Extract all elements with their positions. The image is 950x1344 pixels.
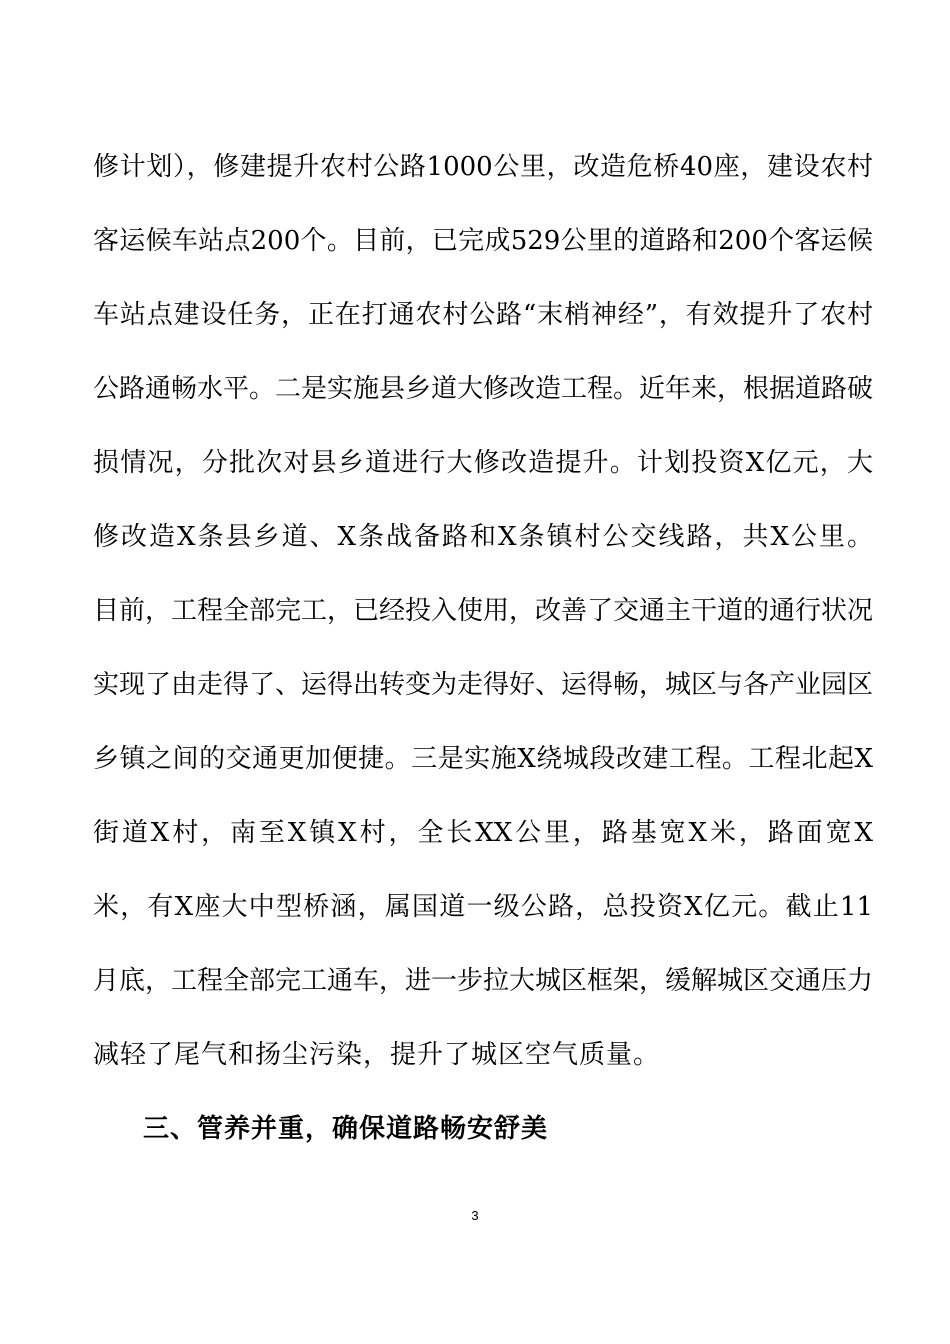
- paragraph-line: 乡镇之间的交通更加便捷。三是实施X绕城段改建工程。工程北起X: [93, 744, 873, 774]
- section-heading: 三、管养并重，确保道路畅安舒美: [143, 1114, 549, 1144]
- paragraph-line: 修改造X条县乡道、X条战备路和X条镇村公交线路，共X公里。: [93, 522, 873, 552]
- document-body: [93, 130, 873, 1166]
- paragraph-line: 月底，工程全部完工通车，进一步拉大城区框架，缓解城区交通压力: [93, 966, 874, 996]
- paragraph-line: 街道X村，南至X镇X村，全长XX公里，路基宽X米，路面宽X: [93, 818, 873, 848]
- paragraph-line: 目前，工程全部完工，已经投入使用，改善了交通主干道的通行状况: [93, 596, 874, 626]
- paragraph-line: 客运候车站点200个。目前，已完成529公里的道路和200个客运候: [93, 226, 873, 256]
- paragraph-line: 减轻了尾气和扬尘污染，提升了城区空气质量。: [93, 1040, 661, 1070]
- page-number: 3: [471, 1208, 479, 1223]
- paragraph-line: 米，有X座大中型桥涵，属国道一级公路，总投资X亿元。截止11: [93, 892, 873, 922]
- paragraph-line: 损情况，分批次对县乡道进行大修改造提升。计划投资X亿元，大: [93, 448, 873, 478]
- paragraph-line: 车站点建设任务，正在打通农村公路“末梢神经”，有效提升了农村: [93, 300, 873, 330]
- paragraph-line: 实现了由走得了、运得出转变为走得好、运得畅，城区与各产业园区: [93, 670, 874, 700]
- paragraph-line: 修计划），修建提升农村公路1000公里，改造危桥40座，建设农村: [93, 152, 873, 182]
- paragraph-line: 公路通畅水平。二是实施县乡道大修改造工程。近年来，根据道路破: [93, 374, 874, 404]
